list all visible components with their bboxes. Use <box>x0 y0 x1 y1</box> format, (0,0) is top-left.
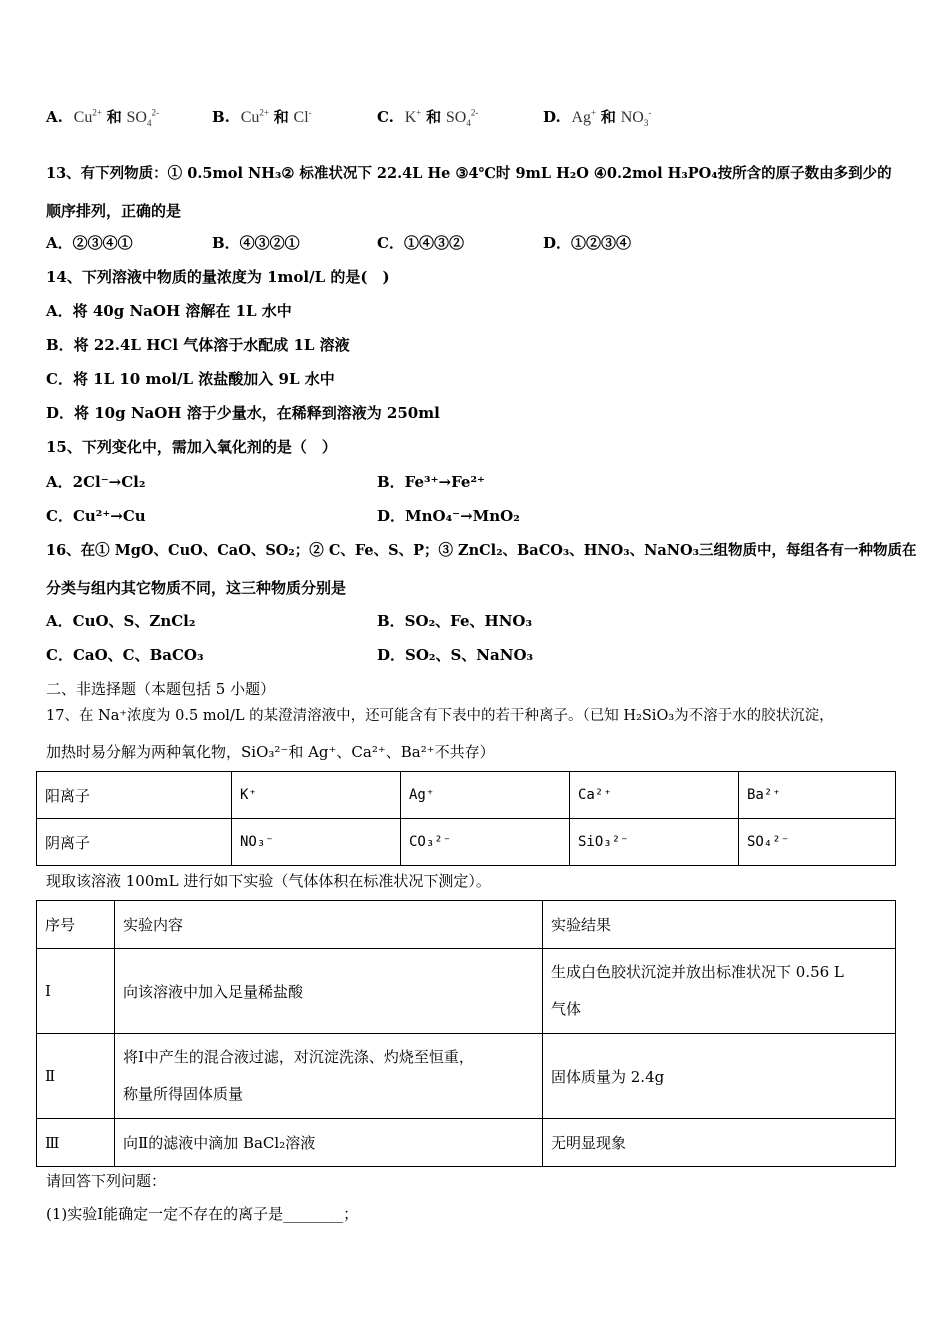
q15-option-a: A．2Cl⁻→Cl₂ <box>46 473 146 491</box>
experiment-id-cell: Ⅲ <box>37 1119 115 1167</box>
ion-table <box>36 771 896 866</box>
experiment-header-row <box>37 901 896 949</box>
experiment-id-cell: Ⅰ <box>37 949 115 1034</box>
ion-cell: Ca²⁺ <box>570 772 739 819</box>
experiment-row <box>37 1119 896 1167</box>
result-line: 气体 <box>551 1000 582 1018</box>
q12-option-c: C. K+ 和 $SO_4^{2-}$ <box>377 107 479 129</box>
q12-option-b: B. $Cu^{2+}$ 和 Cl- <box>212 107 312 126</box>
q16-stem-line2: 分类与组内其它物质不同，这三种物质分别是 <box>46 579 347 597</box>
experiment-row <box>37 1034 896 1119</box>
ion-cell: Ag⁺ <box>401 772 570 819</box>
q16-option-a: A．CuO、S、ZnCl₂ <box>46 612 196 630</box>
q14-stem: 14、下列溶液中物质的量浓度为 1mol/L 的是( ) <box>46 268 390 286</box>
q14-option-c: C．将 1L 10 mol/L 浓盐酸加入 9L 水中 <box>46 370 335 388</box>
experiment-content-cell <box>115 1034 543 1119</box>
ion-cell: Ba²⁺ <box>739 772 896 819</box>
experiment-header-cell: 实验结果 <box>543 901 896 949</box>
result-line: 生成白色胶状沉淀并放出标准状况下 0.56 L <box>551 963 844 981</box>
q15-stem: 15、下列变化中，需加入氧化剂的是（ ） <box>46 438 337 456</box>
q13-stem-line1: 13、有下列物质：① 0.5mol NH₃② 标准状况下 22.4L He ③4℃时 9mL H₂O ④0.2mol H₃PO₄按所含的原子数由多到少的 <box>46 165 892 182</box>
q12-option-a: A. $Cu^{2+}$ 和 $SO_4^{2-}$ <box>46 107 159 129</box>
q13-option-a: A．②③④① <box>46 234 133 252</box>
ion-cell: NO₃⁻ <box>232 819 401 866</box>
experiment-result-cell: 固体质量为 2.4g <box>543 1034 896 1119</box>
experiment-result-cell <box>543 949 896 1034</box>
q15-option-c: C．Cu²⁺→Cu <box>46 507 146 525</box>
q17-subquestion-1: (1)实验Ⅰ能确定一定不存在的离子是________； <box>46 1205 359 1223</box>
q13-option-c: C．①④③② <box>377 234 464 252</box>
experiment-content-cell: 向该溶液中加入足量稀盐酸 <box>115 949 543 1034</box>
q17-experiment-intro: 现取该溶液 100mL 进行如下实验（气体体积在标准状况下测定）。 <box>46 872 491 890</box>
experiment-header-cell: 序号 <box>37 901 115 949</box>
ion-table-row <box>37 819 896 866</box>
experiment-content-cell: 向Ⅱ的滤液中滴加 BaCl₂溶液 <box>115 1119 543 1167</box>
q16-option-b: B．SO₂、Fe、HNO₃ <box>377 612 533 630</box>
experiment-id-cell: Ⅱ <box>37 1034 115 1119</box>
ion-cell: 阳离子 <box>37 772 232 819</box>
q17-stem-line2: 加热时易分解为两种氧化物，SiO₃²⁻和 Ag⁺、Ca²⁺、Ba²⁺不共存） <box>46 743 495 761</box>
experiment-row <box>37 949 896 1034</box>
section-heading: 二、非选择题（本题包括 5 小题） <box>46 680 276 698</box>
q15-option-d: D．MnO₄⁻→MnO₂ <box>377 507 520 525</box>
ion-cell: K⁺ <box>232 772 401 819</box>
content-line: 将Ⅰ中产生的混合液过滤，对沉淀洗涤、灼烧至恒重， <box>123 1048 474 1066</box>
experiment-table <box>36 900 896 1167</box>
q13-option-b: B．④③②① <box>212 234 300 252</box>
ion-cell: 阴离子 <box>37 819 232 866</box>
q13-stem-line2: 顺序排列，正确的是 <box>46 202 182 220</box>
experiment-result-cell: 无明显现象 <box>543 1119 896 1167</box>
ion-cell: CO₃²⁻ <box>401 819 570 866</box>
q17-ask: 请回答下列问题： <box>46 1172 167 1190</box>
q14-option-d: D．将 10g NaOH 溶于少量水，在稀释到溶液为 250ml <box>46 404 440 422</box>
q16-option-c: C．CaO、C、BaCO₃ <box>46 646 204 664</box>
q15-option-b: B．Fe³⁺→Fe²⁺ <box>377 473 485 491</box>
q14-option-a: A．将 40g NaOH 溶解在 1L 水中 <box>46 302 292 320</box>
ion-cell: SO₄²⁻ <box>739 819 896 866</box>
q14-option-b: B．将 22.4L HCl 气体溶于水配成 1L 溶液 <box>46 336 350 354</box>
q13-option-d: D．①②③④ <box>543 234 632 252</box>
q17-stem-line1: 17、在 Na⁺浓度为 0.5 mol/L 的某澄清溶液中，还可能含有下表中的若干种离子。（已知 H₂SiO₃为不溶于水的胶状沉淀， <box>46 708 834 724</box>
q12-option-d: D. Ag+ 和 $NO_3^-$ <box>543 107 652 129</box>
experiment-header-cell: 实验内容 <box>115 901 543 949</box>
q16-stem-line1: 16、在① MgO、CuO、CaO、SO₂；② C、Fe、S、P；③ ZnCl₂、BaCO₃、HNO₃、NaNO₃三组物质中，每组各有一种物质在 <box>46 542 917 559</box>
content-line: 称量所得固体质量 <box>123 1085 244 1103</box>
q16-option-d: D．SO₂、S、NaNO₃ <box>377 646 534 664</box>
ion-cell: SiO₃²⁻ <box>570 819 739 866</box>
ion-table-row <box>37 772 896 819</box>
